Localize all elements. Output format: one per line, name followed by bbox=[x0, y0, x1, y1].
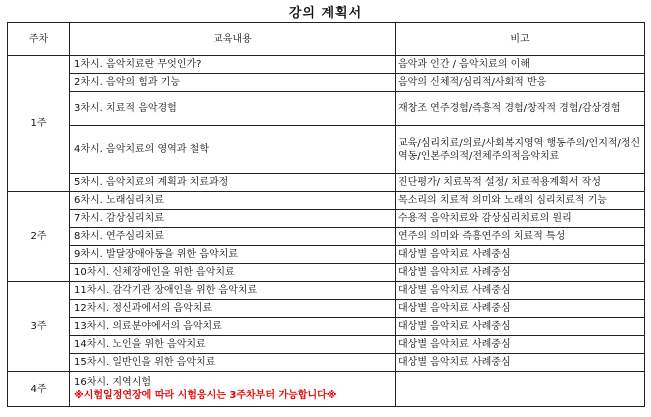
syllabus-table bbox=[7, 22, 645, 407]
header-note: 비고 bbox=[396, 23, 645, 56]
table-row bbox=[8, 74, 645, 92]
table-row bbox=[8, 372, 645, 407]
header-content: 교육내용 bbox=[70, 23, 396, 56]
table-row bbox=[8, 174, 645, 192]
row-content: 12차시. 정신과에서의 음악치료 bbox=[70, 300, 396, 318]
row-note: 대상별 음악치료 사례중심 bbox=[396, 318, 645, 336]
table-row bbox=[8, 56, 645, 74]
row-note: 대상별 음악치료 사례중심 bbox=[396, 282, 645, 300]
row-note: 대상별 음악치료 사례중심 bbox=[396, 264, 645, 282]
row-content: 10차시. 신체장애인을 위한 음악치료 bbox=[70, 264, 396, 282]
table-row bbox=[8, 92, 645, 126]
table-row bbox=[8, 336, 645, 354]
row-content: 5차시. 음악치료의 계획과 치료과정 bbox=[70, 174, 396, 192]
table-row bbox=[8, 210, 645, 228]
page-title: 강의 계획서 bbox=[288, 6, 363, 21]
exam-notice: ※시험일정연장에 따라 시험응시는 3주차부터 가능합니다※ bbox=[74, 390, 337, 401]
row-note: 음악의 신체적/심리적/사회적 반응 bbox=[396, 74, 645, 92]
row-content: 6차시. 노래심리치료 bbox=[70, 192, 396, 210]
table-header-row bbox=[8, 23, 645, 56]
row-content: 8차시. 연주심리치료 bbox=[70, 228, 396, 246]
row-note: 대상별 음악치료 사례중심 bbox=[396, 300, 645, 318]
row-note: 대상별 음악치료 사례중심 bbox=[396, 246, 645, 264]
row-content-cell bbox=[70, 372, 396, 407]
row-content: 16차시. 지역시험 bbox=[74, 377, 152, 388]
row-content: 11차시. 감각기관 장애인을 위한 음악치료 bbox=[70, 282, 396, 300]
row-note: 수용적 음악치료와 감상심리치료의 원리 bbox=[396, 210, 645, 228]
table-row bbox=[8, 126, 645, 174]
table-row bbox=[8, 282, 645, 300]
table-row bbox=[8, 318, 645, 336]
table-row bbox=[8, 246, 645, 264]
row-content: 9차시. 발달장애아동을 위한 음악치료 bbox=[70, 246, 396, 264]
row-note bbox=[396, 372, 645, 407]
week-label: 1주 bbox=[8, 56, 70, 192]
row-note: 재창조 연주경험/즉흥적 경험/창작적 경험/감상경험 bbox=[396, 92, 645, 126]
table-row bbox=[8, 228, 645, 246]
row-content: 14차시. 노인을 위한 음악치료 bbox=[70, 336, 396, 354]
header-week: 주차 bbox=[8, 23, 70, 56]
row-content: 13차시. 의료분야에서의 음악치료 bbox=[70, 318, 396, 336]
row-content: 15차시. 일반인을 위한 음악치료 bbox=[70, 354, 396, 372]
row-note: 목소리의 치료적 의미와 노래의 심리치료적 기능 bbox=[396, 192, 645, 210]
week-label: 2주 bbox=[8, 192, 70, 282]
week-label: 4주 bbox=[8, 372, 70, 407]
row-note: 교육/심리치료/의료/사회복지영역 행동주의/인지적/정신역동/인본주의적/전체주의적음악치료 bbox=[396, 126, 645, 174]
row-note: 연주의 의미와 즉흥연주의 치료적 특성 bbox=[396, 228, 645, 246]
row-note: 음악과 인간 / 음악치료의 이해 bbox=[396, 56, 645, 74]
table-row bbox=[8, 354, 645, 372]
row-note: 진단평가/ 치료목적 설정/ 치료적용계획서 작성 bbox=[396, 174, 645, 192]
table-row bbox=[8, 192, 645, 210]
row-content: 7차시. 감상심리치료 bbox=[70, 210, 396, 228]
row-content: 1차시. 음악치료란 무엇인가? bbox=[70, 56, 396, 74]
row-note: 대상별 음악치료 사례중심 bbox=[396, 336, 645, 354]
row-content: 2차시. 음악의 힘과 기능 bbox=[70, 74, 396, 92]
row-content: 4차시. 음악치료의 영역과 철학 bbox=[70, 126, 396, 174]
table-row bbox=[8, 300, 645, 318]
row-note: 대상별 음악치료 사례중심 bbox=[396, 354, 645, 372]
week-label: 3주 bbox=[8, 282, 70, 372]
table-row bbox=[8, 264, 645, 282]
row-content: 3차시. 치료적 음악경험 bbox=[70, 92, 396, 126]
